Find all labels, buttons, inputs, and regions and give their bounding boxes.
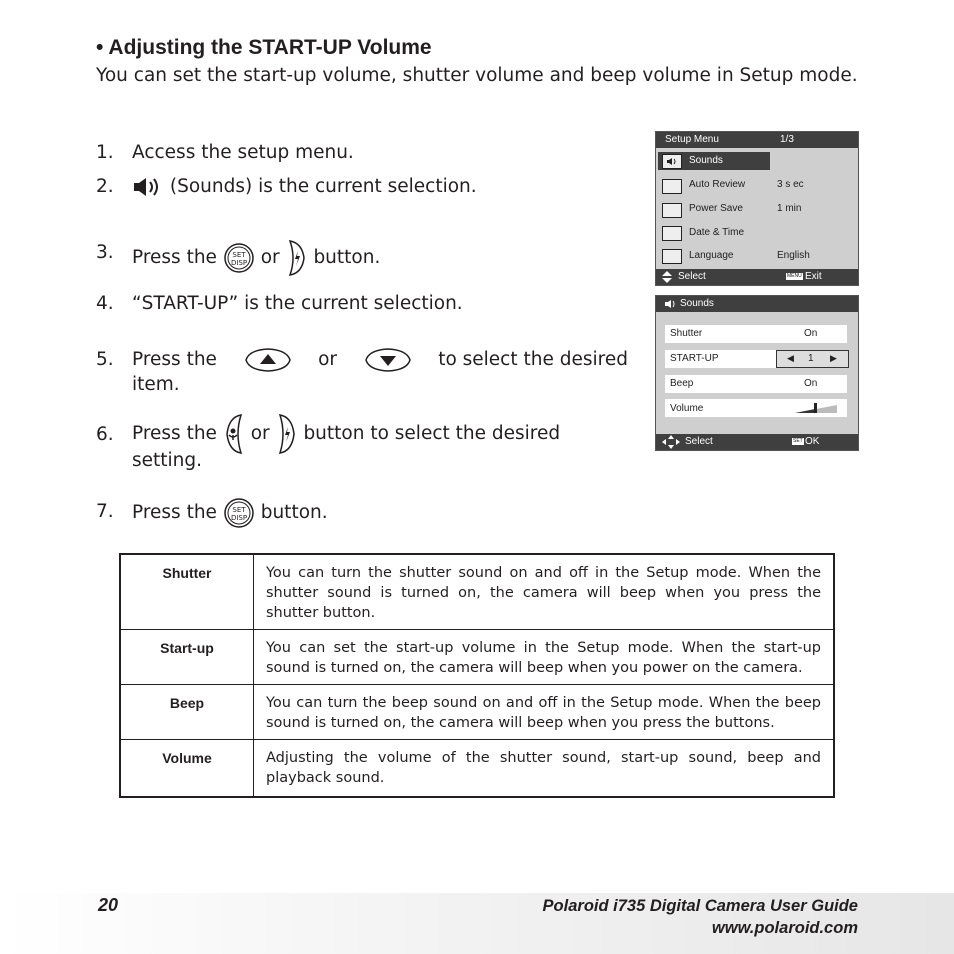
guide-title: Polaroid i735 Digital Camera User Guide: [542, 897, 858, 915]
power-save-icon: [662, 203, 682, 218]
step-line: [132, 174, 477, 200]
screen-title-bar: [656, 132, 858, 148]
footer-guide: [543, 895, 858, 939]
table-row: [120, 554, 834, 630]
option-label: Beep: [670, 378, 694, 389]
step-text: (Sounds) is the current selection.: [169, 176, 477, 197]
flash-button-icon: [286, 237, 308, 279]
table-description: You can turn the shutter sound on and off in the Setup mode. When the shutter sound is turned on, the camera will beep when you press the shutter button.: [254, 554, 835, 630]
setup-menu-screen: [655, 131, 859, 286]
table-description: You can set the start-up volume in the Setup mode. When the start-up sound is turned on, the camera will beep when you power on the camera.: [254, 630, 835, 685]
step-line: [132, 496, 328, 530]
menu-item-sounds[interactable]: Sounds: [689, 155, 723, 166]
date-time-icon: [662, 226, 682, 241]
step-number: 5.: [96, 349, 114, 370]
screen-title: Setup Menu: [665, 134, 719, 145]
right-arrow-icon[interactable]: ▶: [830, 353, 837, 363]
step-text: button.: [260, 502, 328, 523]
menu-item-auto-review[interactable]: Auto Review: [689, 179, 746, 190]
table-key: Beep: [120, 685, 254, 740]
option-value: On: [804, 378, 818, 389]
step-text: setting.: [132, 450, 203, 471]
svg-text:DISP: DISP: [230, 259, 247, 267]
sounds-screen: [655, 295, 859, 451]
down-button-icon: [363, 347, 413, 373]
up-button-icon: [243, 347, 293, 373]
menu-item-language[interactable]: Language: [689, 250, 734, 261]
option-row-volume[interactable]: [665, 399, 847, 417]
step-7: [96, 496, 616, 530]
table-key: Start-up: [120, 630, 254, 685]
page-heading: • Adjusting the START-UP Volume: [96, 36, 432, 59]
step-text: “START-UP” is the current selection.: [132, 293, 463, 314]
svg-text:SET: SET: [232, 251, 246, 259]
table-row: [120, 740, 834, 798]
step-text: item.: [132, 374, 180, 395]
step-3: [96, 237, 616, 271]
footer-select-label: Select: [678, 271, 706, 282]
intro-paragraph: You can set the start-up volume, shutter volume and beep volume in Setup mode.: [96, 65, 858, 86]
menu-item-date-time[interactable]: Date & Time: [689, 227, 745, 238]
step-1: [96, 140, 616, 166]
step-line: [132, 347, 628, 373]
sounds-menu-icon: [662, 154, 682, 169]
volume-slider[interactable]: [795, 403, 837, 413]
table-description: Adjusting the volume of the shutter sound, start-up sound, beep and playback sound.: [254, 740, 835, 798]
step-text: Access the setup menu.: [132, 142, 354, 163]
step-4: [96, 291, 616, 317]
option-label: START-UP: [670, 353, 719, 364]
auto-review-icon: [662, 179, 682, 194]
step-number: 6.: [96, 424, 114, 445]
website-link[interactable]: www.polaroid.com: [711, 919, 858, 937]
step-text: or: [260, 247, 280, 268]
table-row: [120, 685, 834, 740]
step-6: [96, 410, 628, 472]
step-text: to select the desired: [438, 349, 628, 370]
svg-text:DISP: DISP: [230, 514, 247, 522]
set-badge-icon: SET: [793, 438, 803, 444]
step-2: [96, 174, 616, 200]
option-value: On: [804, 328, 818, 339]
step-number: 1.: [96, 142, 114, 163]
svg-text:SET: SET: [232, 506, 246, 514]
table-description: You can turn the beep sound on and off in the Setup mode. When the beep sound is turned on, the camera will beep when you press the buttons.: [254, 685, 835, 740]
four-way-arrows-icon: [662, 435, 680, 449]
option-row-beep[interactable]: [665, 375, 847, 393]
option-label: Shutter: [670, 328, 703, 339]
macro-button-icon: [223, 411, 245, 457]
menu-value-language: English: [777, 250, 810, 261]
menu-value-power-save: 1 min: [777, 203, 802, 214]
option-row-shutter[interactable]: [665, 325, 847, 343]
settings-table: [119, 553, 835, 798]
option-row-startup[interactable]: [665, 350, 847, 368]
screen-footer: [656, 434, 858, 450]
menu-item-power-save[interactable]: Power Save: [689, 203, 743, 214]
step-text: Press the: [132, 349, 217, 370]
page-indicator: 1/3: [780, 134, 794, 145]
step-number: 7.: [96, 501, 114, 522]
language-icon: [662, 249, 682, 264]
footer-select-label: Select: [685, 436, 713, 447]
step-line: [132, 237, 380, 279]
speaker-icon: [664, 299, 678, 309]
step-number: 3.: [96, 242, 114, 263]
speaker-icon: [132, 176, 164, 198]
page-number: 20: [98, 895, 119, 915]
step-text: or: [318, 349, 338, 370]
table-key: Volume: [120, 740, 254, 798]
option-value: 1: [808, 353, 814, 364]
step-text: Press the: [132, 423, 217, 444]
up-down-arrows-icon: [660, 271, 674, 283]
step-number: 2.: [96, 176, 114, 197]
screen-title-bar: [656, 296, 858, 312]
screen-title: Sounds: [680, 298, 714, 309]
value-stepper[interactable]: [776, 350, 849, 368]
menu-value-auto-review: 3 s ec: [777, 179, 804, 190]
step-text: button to select the desired: [303, 423, 561, 444]
step-text: or: [250, 423, 270, 444]
footer-exit-label: Exit: [805, 271, 822, 282]
set-disp-button-icon: [223, 241, 255, 275]
option-label: Volume: [670, 403, 704, 414]
flash-button-icon: [276, 411, 298, 457]
footer-ok-label: OK: [805, 436, 820, 447]
step-text: Press the: [132, 247, 217, 268]
table-row: [120, 630, 834, 685]
step-text: button.: [313, 247, 381, 268]
step-text: Press the: [132, 502, 217, 523]
step-number: 4.: [96, 293, 114, 314]
left-arrow-icon[interactable]: ◀: [787, 353, 794, 363]
table-key: Shutter: [120, 554, 254, 630]
set-disp-button-icon: [223, 496, 255, 530]
menu-badge-icon: MENU: [787, 273, 802, 279]
step-5: [96, 347, 628, 399]
screen-footer: [656, 269, 858, 285]
